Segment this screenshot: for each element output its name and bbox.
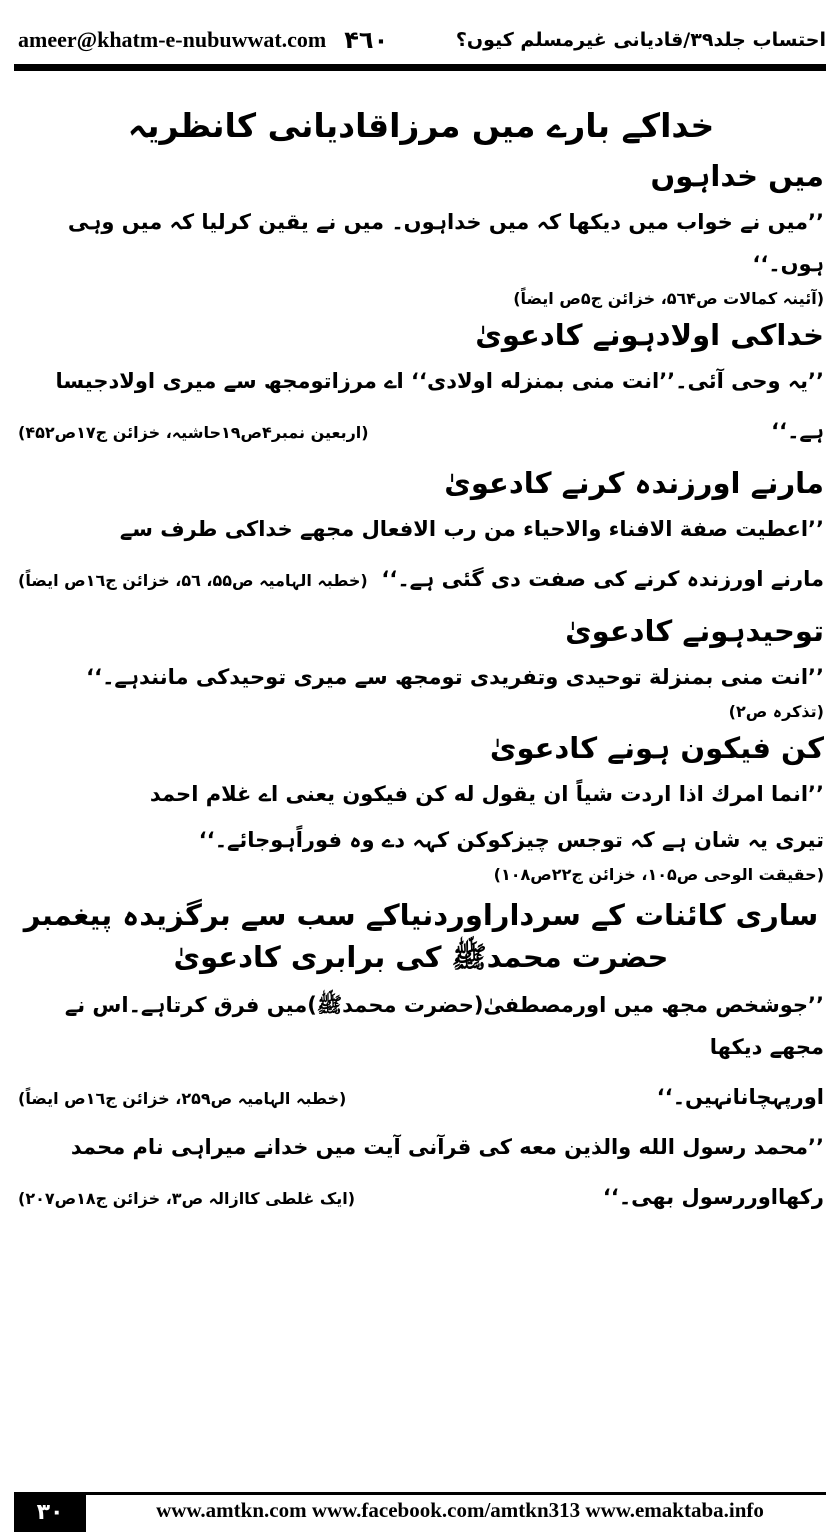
footer-links[interactable]: www.amtkn.com www.facebook.com/amtkn313 www.emaktaba.info xyxy=(156,1498,764,1522)
page-footer xyxy=(14,1492,826,1532)
quote: ’’میں نے خواب میں دیکھا کہ میں خداہوں۔ میں نے یقین کرلیا کہ میں وہی ہوں۔‘‘ xyxy=(67,210,824,276)
quote-line-2: تیری یہ شان ہے کہ توجس چیزکوکن کہہ دے وہ فوراًہوجائے۔‘‘ xyxy=(198,828,824,852)
quote: ’’جوشخص مجھ میں اورمصطفیٰ(حضرت محمدﷺ)میں فرق کرتاہے۔اس نے مجھے دیکھا xyxy=(64,993,824,1059)
quote: ’’انت منی بمنزلة توحیدی وتفریدی تومجھ سے میری توحیدکی مانندہے۔‘‘ xyxy=(86,665,824,689)
quote-end: اورپہچانانہیں۔‘‘ xyxy=(656,1085,824,1109)
reference: (تذکرہ ص۲) xyxy=(728,702,824,721)
quote-end-row xyxy=(18,406,824,456)
quote: ’’یہ وحی آئی۔’’انت منی بمنزله اولادی‘‘ اے مرزاتومجھ سے میری اولادجیسا xyxy=(55,369,824,393)
section-heading: کن فیکون ہونے کادعویٰ xyxy=(489,731,824,765)
section-heading: توحیدہونے کادعویٰ xyxy=(565,614,824,648)
reference: (آئینہ کمالات ص۵٦۴، خزائن ج۵ص ایضاً) xyxy=(513,289,824,308)
page-content xyxy=(18,96,824,1222)
page-header xyxy=(18,22,826,58)
quote: ’’اعطیت صفة الافناء والاحیاء من رب الافعال مجھے خداکی طرف سے xyxy=(119,517,824,541)
quote-end-row xyxy=(18,1072,824,1122)
reference: (حقیقت الوحی ص۱۰۵، خزائن ج۲۲ص۱۰۸) xyxy=(493,865,824,884)
quote-end: ہے۔‘‘ xyxy=(771,419,824,443)
final-heading-line-2: حضرت محمدﷺ کی برابری کادعویٰ xyxy=(173,940,669,974)
section-heading: خداکی اولادہونے کادعویٰ xyxy=(475,318,824,352)
quote-end-row xyxy=(18,1172,824,1222)
quote: ’’انما امرك اذا اردت شیاً ان یقول له کن فیکون یعنی اے غلام احمد xyxy=(149,782,824,806)
header-email: ameer@khatm-e-nubuwwat.com xyxy=(18,27,327,52)
reference: (خطبہ الہامیہ ص۵۵، ۵٦، خزائن ج۱٦ص ایضاً) xyxy=(18,571,368,590)
running-title: احتساب جلد۳۹/قادیانی غیرمسلم کیوں؟ xyxy=(455,29,826,51)
section-heading: مارنے اورزندہ کرنے کادعویٰ xyxy=(444,466,824,500)
quote-end: مارنے اورزندہ کرنے کی صفت دی گئی ہے۔‘‘ xyxy=(381,567,824,591)
quote: ’’محمد رسول الله والذین معه کی قرآنی آیت میں خدانے میراہی نام محمد xyxy=(70,1135,824,1159)
final-heading-line-1: ساری کائنات کے سرداراوردنیاکے سب سے برگزیدہ پیغمبر xyxy=(23,898,819,932)
header-rule xyxy=(14,64,826,71)
final-heading xyxy=(18,894,824,978)
reference: (خطبہ الہامیہ ص۲۵۹، خزائن ج۱٦ص ایضاً) xyxy=(18,1089,347,1108)
header-left xyxy=(18,26,388,54)
footer-rule xyxy=(14,1492,826,1495)
reference: (ایک غلطی کاازالہ ص۳، خزائن ج۱۸ص۲۰۷) xyxy=(18,1189,356,1208)
header-page-number: ۴٦٠ xyxy=(344,26,389,54)
quote-end: رکھااوررسول بھی۔‘‘ xyxy=(602,1185,824,1209)
quote-end-row xyxy=(18,554,824,604)
footer-page-number: ۳۰ xyxy=(14,1492,86,1532)
page-title: خداکے بارے میں مرزاقادیانی کانظریہ xyxy=(127,106,715,145)
section-heading: میں خداہوں xyxy=(650,159,824,193)
reference: (اربعین نمبر۴ص۱۹حاشیہ، خزائن ج۱۷ص۴۵۲) xyxy=(18,423,369,442)
